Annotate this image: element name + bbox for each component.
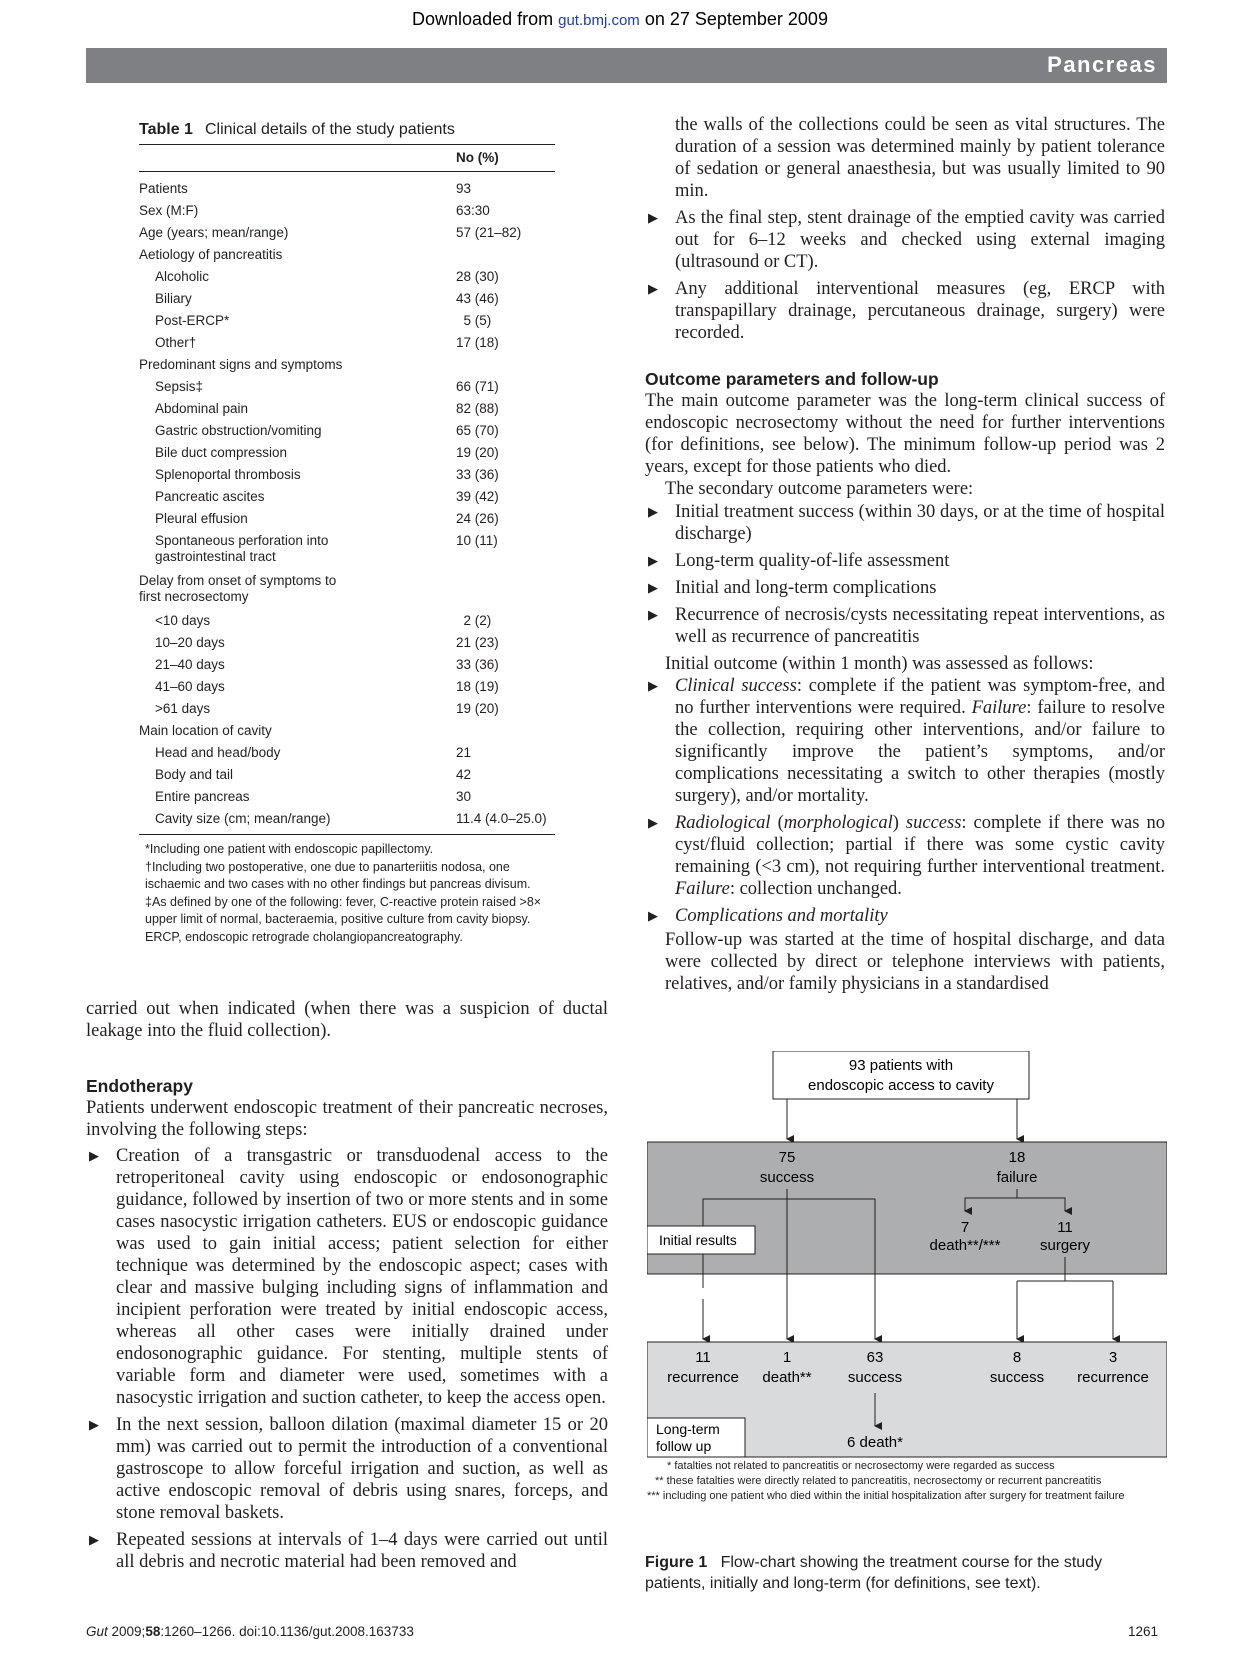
six-death: 6 death* <box>847 1434 903 1451</box>
long-term-count: 3 <box>1108 1349 1118 1366</box>
flowchart-figure <box>647 1051 1167 1551</box>
citation-footer: Gut 2009;58:1260–1266. doi:10.1136/gut.2008.163733 <box>86 1624 414 1639</box>
endotherapy-section <box>86 1075 608 1578</box>
list-item: ▶ Radiological (morphological) success: complete if there was no cyst/fluid collection; partial if there was some cystic cavity remaining (<3 cm), not requiring further interventional treatment. Failure: collection unchanged. <box>648 813 1165 899</box>
long-term-count: 8 <box>1012 1349 1022 1366</box>
table-row: Pancreatic ascites 39 (42) <box>155 489 499 504</box>
paragraph: Patients underwent endoscopic treatment of their pancreatic necroses, involving the following steps: <box>86 1098 608 1140</box>
table-row: Gastric obstruction/vomiting 65 (70) <box>155 423 499 438</box>
table-row: Head and head/body 21 <box>155 745 472 760</box>
table-row: Sex (M:F) 63:30 <box>139 203 490 218</box>
table-row: Aetiology of pancreatitis <box>139 247 283 262</box>
table-row: Alcoholic 28 (30) <box>155 269 499 284</box>
table-row: 21–40 days 33 (36) <box>155 657 499 672</box>
table-row: 41–60 days 18 (19) <box>155 679 499 694</box>
list-item: ▶ Recurrence of necrosis/cysts necessitating repeat interventions, as well as recurrence of pancreatitis <box>648 605 1165 647</box>
flowchart <box>647 1051 1167 1461</box>
paragraph: Follow-up was started at the time of hospital discharge, and data were collected by direct or telephone interviews with patients, relatives, and/or family physicians in a standardised <box>665 930 1165 994</box>
table-row: Predominant signs and symptoms <box>139 357 343 372</box>
table-row: Entire pancreas 30 <box>155 789 472 804</box>
list-item: ▶ Creation of a transgastric or transduodenal access to the retroperitoneal cavity using endoscopic or endosonographic guidance, followed by insertion of two or more stents and in some cases nasocystic irrigation catheters. EUS or endoscopic guidance was used to gain initial access; patient selection for either technique was determined by the endoscopic aspect; cases with clear and massive bulging including signs of inflammation and incipient perforation were treated by initial endoscopic access, whereas all other cases were initially drained under endosonographic guidance. For stenting, multiple stents of variable form and diameter were used, sometimes with a nasocystic irrigation and suction catheter, to keep the access open. <box>89 1146 608 1408</box>
long-term-count: 63 <box>866 1349 884 1366</box>
table-body <box>139 172 555 830</box>
table-row: Main location of cavity <box>139 723 272 738</box>
table-note: ERCP, endoscopic retrograde cholangiopancreatography. <box>145 929 463 944</box>
bullet-icon: ▶ <box>648 580 658 595</box>
section-title: Pancreas <box>1047 52 1157 77</box>
surgery-count: 11 <box>1057 1219 1073 1236</box>
long-term-label: success <box>847 1369 903 1386</box>
table-note: †Including two postoperative, one due to panarteriitis nodosa, one ischaemic and two cases with no other findings but pancreas divisum. <box>145 859 531 891</box>
long-term-count: 1 <box>782 1349 792 1366</box>
table-note: *Including one patient with endoscopic papillectomy. <box>145 842 434 856</box>
failure-label: failure <box>996 1169 1038 1186</box>
long-term-label: recurrence <box>1077 1369 1149 1386</box>
paragraph: The secondary outcome parameters were: <box>665 479 974 499</box>
death-label: death**/*** <box>929 1237 1001 1254</box>
section-heading: Outcome parameters and follow-up <box>645 369 939 389</box>
bullet-icon: ▶ <box>89 1148 99 1163</box>
list-item: ▶ In the next session, balloon dilation (maximal diameter 15 or 20 mm) was carried out to permit the introduction of a conventional gastroscope to allow forceful irrigation and suction, as well as active endoscopic removal of debris using snares, forceps, and stone removal baskets. <box>89 1415 608 1523</box>
table-row: Age (years; mean/range) 57 (21–82) <box>139 225 522 240</box>
table-row: Spontaneous perforation into gastrointestinal tract 10 (11) <box>155 533 498 564</box>
initial-results-label: Initial results <box>659 1232 737 1248</box>
bullet-icon: ▶ <box>648 504 658 519</box>
table-row: Body and tail 42 <box>155 767 472 782</box>
list-item: ▶ Long-term quality-of-life assessment <box>648 551 950 571</box>
page-number: 1261 <box>1128 1624 1159 1639</box>
bullet-icon: ▶ <box>648 607 658 622</box>
bullet-icon: ▶ <box>89 1417 99 1432</box>
site-link[interactable]: gut.bmj.com <box>558 12 640 29</box>
table-row: Sepsis‡ 66 (71) <box>155 379 499 394</box>
list-item: ▶ Complications and mortality <box>648 906 888 926</box>
table-row: Pleural effusion 24 (26) <box>155 511 499 526</box>
clinical-table <box>139 121 555 946</box>
long-term-label-line2: follow up <box>656 1438 712 1454</box>
long-term-label: death** <box>762 1369 812 1386</box>
top-box-line1: 93 patients with <box>848 1057 954 1074</box>
table-notes <box>139 835 555 946</box>
section-heading: Endotherapy <box>86 1076 193 1096</box>
table-caption: Table 1 Clinical details of the study patients <box>139 121 455 138</box>
success-count: 75 <box>778 1149 796 1166</box>
table-row: Post-ERCP* 5 (5) <box>155 313 492 328</box>
figure-footnotes <box>647 1459 1167 1503</box>
list-item: ▶ Any additional interventional measures (eg, ERCP with transpapillary drainage, percutaneous drainage, surgery) were recorded. <box>648 279 1165 343</box>
footnote: ** these fatalties were directly related to pancreatitis, necrosectomy or recurrent pancreatitis <box>655 1475 1102 1487</box>
long-term-label: success <box>989 1369 1045 1386</box>
list-item: ▶ Repeated sessions at intervals of 1–4 days were carried out until all debris and necrotic material had been removed and <box>89 1530 608 1572</box>
table-row: Cavity size (cm; mean/range) 11.4 (4.0–25.0) <box>155 811 547 826</box>
table-row: Biliary 43 (46) <box>155 291 499 306</box>
long-term-count: 11 <box>695 1349 711 1366</box>
table-row: Delay from onset of symptoms to first necrosectomy <box>139 573 337 604</box>
figure-caption: Figure 1 Flow-chart showing the treatment course for the study patients, initially and long-term (for definitions, see text). <box>645 1554 1103 1592</box>
list-item: ▶ Clinical success: complete if the patient was symptom-free, and no further interventions were required. Failure: failure to resolve the collection, requiring other interventions, and/or failure to significantly improve the patient’s symptoms, and/or complications necessitating a switch to other therapies (mostly surgery), and/or mortality. <box>648 676 1165 806</box>
footnote: *** including one patient who died within the initial hospitalization after surgery for treatment failure <box>647 1490 1125 1502</box>
table-row: >61 days 19 (20) <box>155 701 499 716</box>
paragraph: carried out when indicated (when there was a suspicion of ductal leakage into the fluid collection). <box>86 999 608 1041</box>
table-row: Abdominal pain 82 (88) <box>155 401 499 416</box>
long-term-label-line1: Long-term <box>656 1421 720 1437</box>
list-item: ▶ As the final step, stent drainage of the emptied cavity was carried out for 6–12 weeks and checked using external imaging (ultrasound or CT). <box>648 208 1165 272</box>
list-item: ▶ Initial and long-term complications <box>648 578 937 598</box>
failure-count: 18 <box>1008 1149 1026 1166</box>
bullet-icon: ▶ <box>89 1532 99 1547</box>
bullet-icon: ▶ <box>648 210 658 225</box>
left-column-text <box>86 998 608 1042</box>
paragraph: The main outcome parameter was the long-term clinical success of endoscopic necrosectomy without the need for further interventions (for definitions, see below). The minimum follow-up period was 2 years, except for those patients who died. <box>645 391 1165 477</box>
success-label: success <box>759 1169 815 1186</box>
download-banner: Downloaded from gut.bmj.com on 27 September 2009 <box>412 9 828 29</box>
table-row: Bile duct compression 19 (20) <box>155 445 499 460</box>
death-count: 7 <box>960 1219 970 1236</box>
table-row: Other† 17 (18) <box>155 335 499 350</box>
bullet-icon: ▶ <box>648 553 658 568</box>
paragraph: Initial outcome (within 1 month) was assessed as follows: <box>665 654 1094 674</box>
surgery-label: surgery <box>1039 1237 1091 1254</box>
section-band <box>86 48 1167 83</box>
table-row: <10 days 2 (2) <box>155 613 492 628</box>
table-row: Patients 93 <box>139 181 472 196</box>
footnote: * fatalties not related to pancreatitis or necrosectomy were regarded as success <box>667 1460 1055 1472</box>
long-term-label: recurrence <box>667 1369 739 1386</box>
table-header: No (%) <box>456 150 499 165</box>
right-column-text <box>645 114 1165 995</box>
list-item: ▶ Initial treatment success (within 30 days, or at the time of hospital discharge) <box>648 502 1165 544</box>
top-box-line2: endoscopic access to cavity <box>808 1077 994 1094</box>
table-note: ‡As defined by one of the following: fever, C-reactive protein raised >8× upper limit of normal, bacteraemia, positive culture from cavity biopsy. <box>145 894 542 926</box>
paragraph: the walls of the collections could be seen as vital structures. The duration of a session was determined mainly by patient tolerance of sedation or general anaesthesia, but was usually limited to 90 min. <box>675 115 1165 201</box>
bullet-icon: ▶ <box>648 281 658 296</box>
table-row: Splenoportal thrombosis 33 (36) <box>155 467 499 482</box>
table-row: 10–20 days 21 (23) <box>155 635 499 650</box>
